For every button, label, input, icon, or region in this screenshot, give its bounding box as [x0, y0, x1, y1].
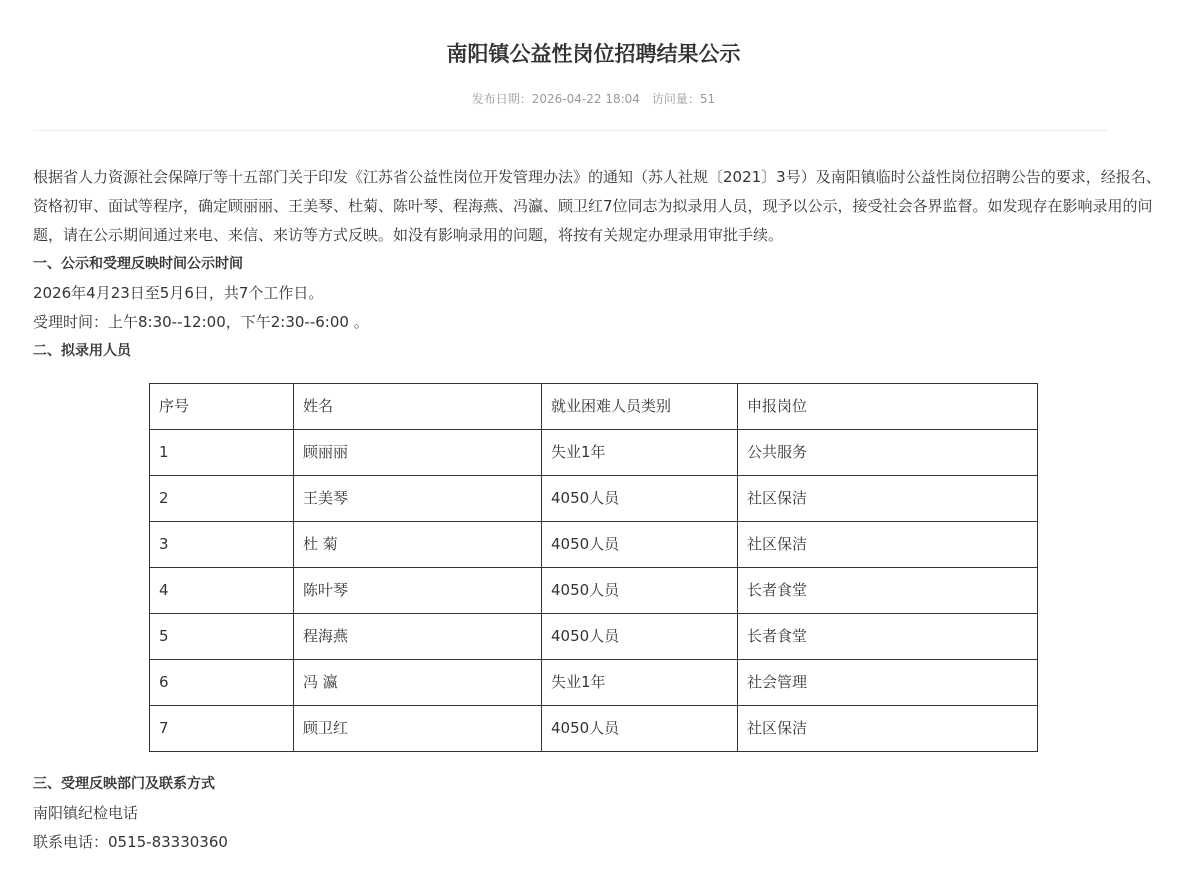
office-hours: 受理时间：上午8:30--12:00，下午2:30--6:00 。	[33, 313, 369, 331]
contact-department: 南阳镇纪检电话	[33, 804, 139, 822]
table-cell: 失业1年	[542, 660, 738, 706]
header-cell: 就业困难人员类别	[542, 384, 738, 430]
table-cell: 社区保洁	[738, 706, 1038, 752]
table-cell: 长者食堂	[738, 568, 1038, 614]
header-cell: 申报岗位	[738, 384, 1038, 430]
notice-period: 2026年4月23日至5月6日，共7个工作日。	[33, 284, 324, 302]
article-body	[33, 163, 1163, 857]
table-cell: 杜 菊	[294, 522, 542, 568]
table-row	[150, 568, 1038, 614]
table-header-row	[150, 384, 1038, 430]
section-heading-3: 三、受理反映部门及联系方式	[33, 776, 215, 792]
table-cell: 3	[150, 522, 294, 568]
table-row	[150, 522, 1038, 568]
table-cell: 长者食堂	[738, 614, 1038, 660]
table-row	[150, 660, 1038, 706]
header-cell: 序号	[150, 384, 294, 430]
section-heading-2: 二、拟录用人员	[33, 343, 131, 359]
table-cell: 4050人员	[542, 706, 738, 752]
table-cell: 失业1年	[542, 430, 738, 476]
table-row	[150, 476, 1038, 522]
table-cell: 4050人员	[542, 522, 738, 568]
view-count: 访问量：51	[651, 92, 716, 106]
candidates-table	[149, 383, 1038, 752]
table-cell: 4050人员	[542, 476, 738, 522]
table-cell: 社会管理	[738, 660, 1038, 706]
table-cell: 2	[150, 476, 294, 522]
table-cell: 7	[150, 706, 294, 752]
table-cell: 5	[150, 614, 294, 660]
table-cell: 陈叶琴	[294, 568, 542, 614]
table-cell: 王美琴	[294, 476, 542, 522]
table-row	[150, 614, 1038, 660]
page-title: 南阳镇公益性岗位招聘结果公示	[446, 42, 741, 66]
section-heading-1: 一、公示和受理反映时间公示时间	[33, 256, 243, 272]
table-cell: 社区保洁	[738, 476, 1038, 522]
table-cell: 顾丽丽	[294, 430, 542, 476]
table-cell: 4	[150, 568, 294, 614]
table-cell: 6	[150, 660, 294, 706]
table-cell: 4050人员	[542, 568, 738, 614]
header-cell: 姓名	[294, 384, 542, 430]
table-row	[150, 706, 1038, 752]
table-cell: 程海燕	[294, 614, 542, 660]
intro-paragraph: 根据省人力资源社会保障厅等十五部门关于印发《江苏省公益性岗位开发管理办法》的通知（苏人社规〔2021〕3号）及南阳镇临时公益性岗位招聘公告的要求，经报名、资格初审、面试等程序，确定顾丽丽、王美琴、杜菊、陈叶琴、程海燕、冯瀛、顾卫红7位同志为拟录用人员，现予以公示，接受社会各界监督。如发现存在影响录用的问题，请在公示期间通过来电、来信、来访等方式反映。如没有影响录用的问题，将按有关规定办理录用审批手续。	[33, 168, 1161, 244]
table-cell: 1	[150, 430, 294, 476]
table-cell: 冯 瀛	[294, 660, 542, 706]
table-row	[150, 430, 1038, 476]
table-cell: 公共服务	[738, 430, 1038, 476]
contact-phone: 联系电话：0515-83330360	[33, 833, 228, 851]
article-meta	[0, 90, 1182, 107]
publish-date: 发布日期：2026-04-22 18:04	[471, 92, 640, 106]
table-cell: 4050人员	[542, 614, 738, 660]
table-cell: 社区保洁	[738, 522, 1038, 568]
table-cell: 顾卫红	[294, 706, 542, 752]
divider	[33, 130, 1108, 131]
